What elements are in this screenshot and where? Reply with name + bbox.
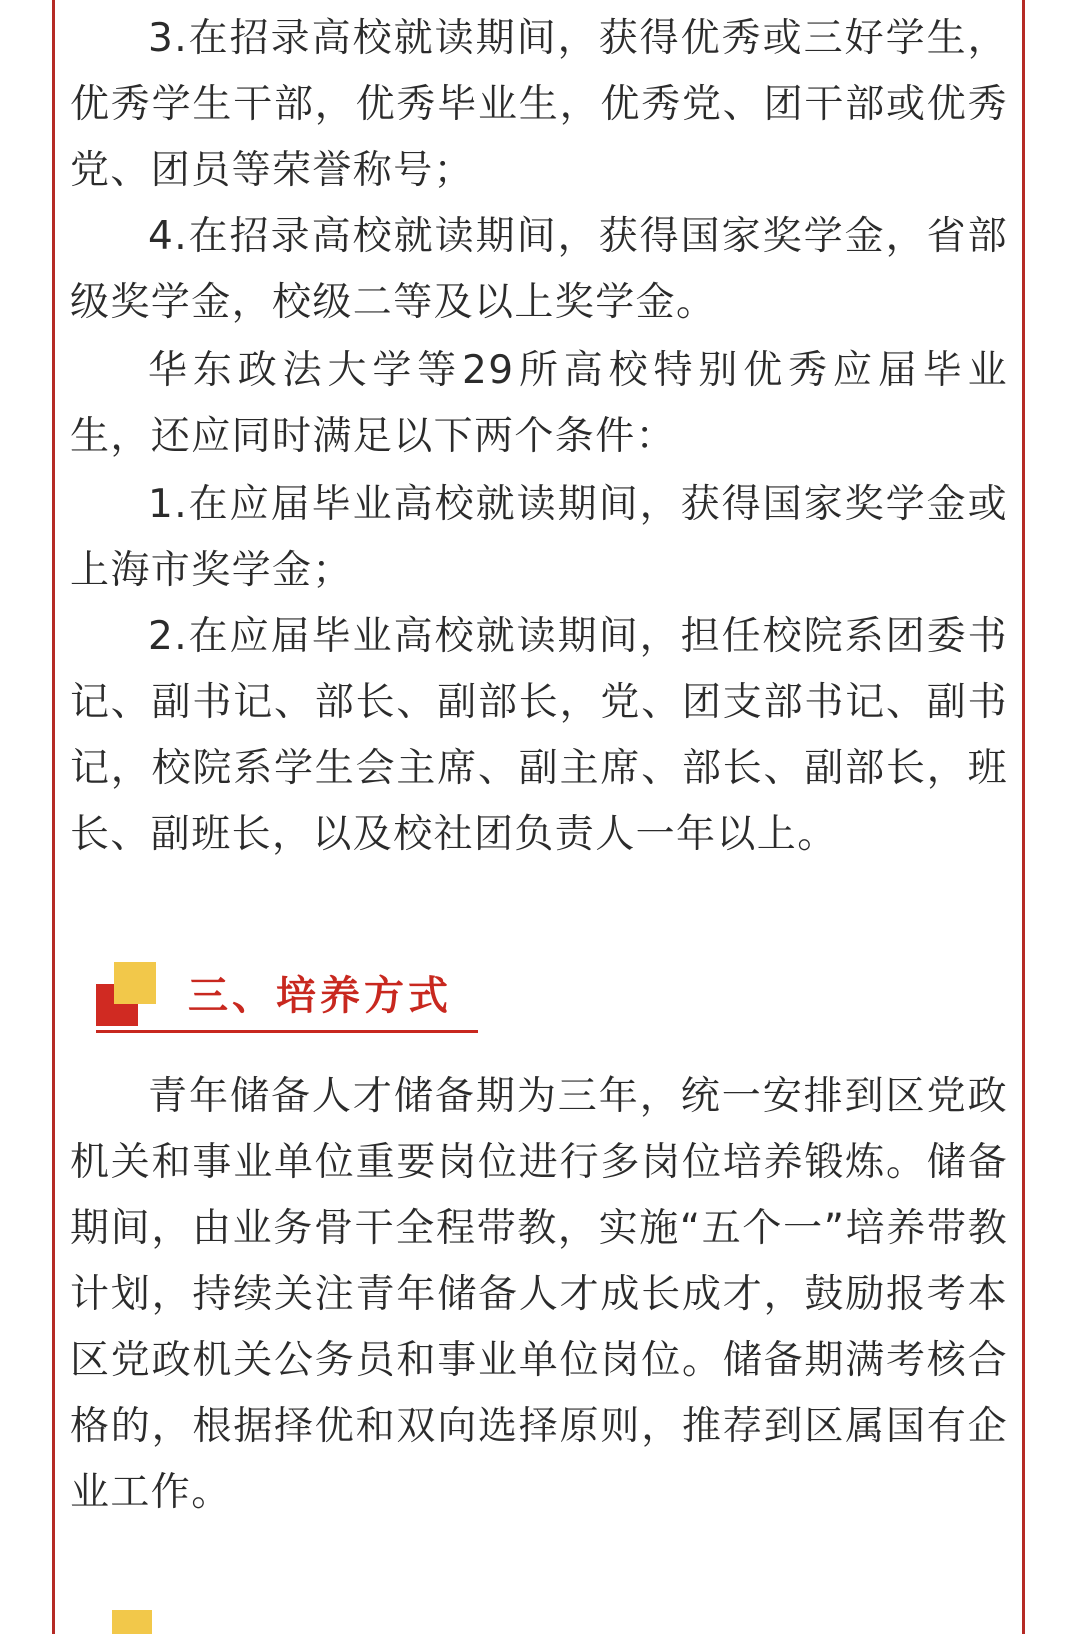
paragraph-requirement-1: 1.在应届毕业高校就读期间，获得国家奖学金或上海市奖学金； [70,482,1008,593]
heading-decoration-yellow [114,962,156,1004]
article-border-right [1022,0,1025,1634]
paragraph-training-method: 青年储备人才储备期为三年，统一安排到区党政机关和事业单位重要岗位进行多岗位培养锻炼。储备期间，由业务骨干全程带教，实施“五个一”培养带教计划，持续关注青年储备人才成长成才，鼓励报考本区党政机关公务员和事业单位岗位。储备期满考核合格的，根据择优和双向选择原则，推荐到区属国有企业工作。 [70,1074,1008,1515]
article-border-left [52,0,55,1634]
paragraph-special-graduates: 华东政法大学等29所高校特别优秀应届毕业生，还应同时满足以下两个条件： [70,348,1008,459]
section-title: 三、培养方式 [188,973,452,1019]
paragraph-condition-3: 3.在招录高校就读期间，获得优秀或三好学生，优秀学生干部，优秀毕业生，优秀党、团干部或优秀党、团员等荣誉称号； [70,16,1008,193]
paragraph-condition-4: 4.在招录高校就读期间，获得国家奖学金，省部级奖学金，校级二等及以上奖学金。 [70,214,1008,325]
section-underline [96,1030,478,1033]
next-heading-decoration [112,1610,152,1634]
section-heading [96,962,478,1034]
paragraph-requirement-2: 2.在应届毕业高校就读期间，担任校院系团委书记、副书记、部长、副部长，党、团支部书记、副书记，校院系学生会主席、副主席、部长、副部长，班长、副班长，以及校社团负责人一年以上。 [70,614,1008,857]
